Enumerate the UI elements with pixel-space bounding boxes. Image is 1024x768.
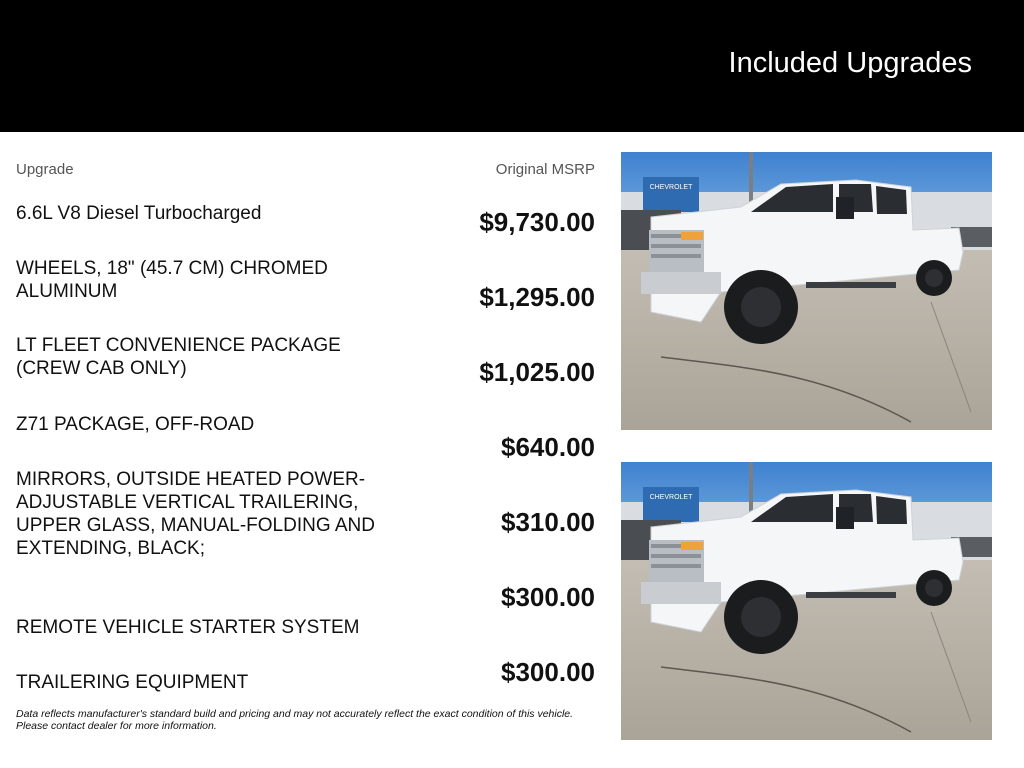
upgrade-name: MIRRORS, OUTSIDE HEATED POWER-ADJUSTABLE VERTICAL TRAILERING, UPPER GLASS, MANUAL-FOLDING AND EXTENDING, BLACK;	[16, 469, 375, 559]
upgrade-price: $1,025.00	[479, 357, 595, 387]
dealer-sign: CHEVROLET	[649, 184, 693, 191]
upgrade-price: $310.00	[501, 507, 595, 537]
upgrade-name: TRAILERING EQUIPMENT	[16, 672, 249, 693]
upgrade-price: $300.00	[501, 582, 595, 612]
upgrade-name: LT FLEET CONVENIENCE PACKAGE (CREW CAB ONLY)	[16, 335, 341, 379]
disclaimer-text: Data reflects manufacturer's standard build and pricing and may not accurately reflect the exact condition of this vehicle. Please contact dealer for more information.	[16, 708, 574, 732]
header-bar	[0, 0, 1024, 132]
truck-photo	[621, 152, 992, 430]
dealer-sign: CHEVROLET	[649, 494, 693, 501]
upgrade-price: $1,295.00	[479, 282, 595, 312]
truck-photo-image	[621, 462, 992, 740]
truck-photo-image	[621, 152, 992, 430]
upgrade-price: $640.00	[501, 432, 595, 462]
column-header-upgrade: Upgrade	[16, 161, 74, 178]
upgrade-price: $300.00	[501, 657, 595, 687]
truck-photo	[621, 462, 992, 740]
upgrade-name: WHEELS, 18" (45.7 CM) CHROMED ALUMINUM	[16, 258, 328, 302]
column-header-msrp: Original MSRP	[495, 161, 595, 178]
upgrade-name: REMOTE VEHICLE STARTER SYSTEM	[16, 617, 360, 638]
page-title: Included Upgrades	[728, 47, 972, 79]
upgrade-name: 6.6L V8 Diesel Turbocharged	[16, 203, 262, 224]
upgrade-name: Z71 PACKAGE, OFF-ROAD	[16, 414, 255, 435]
upgrade-price: $9,730.00	[479, 207, 595, 237]
